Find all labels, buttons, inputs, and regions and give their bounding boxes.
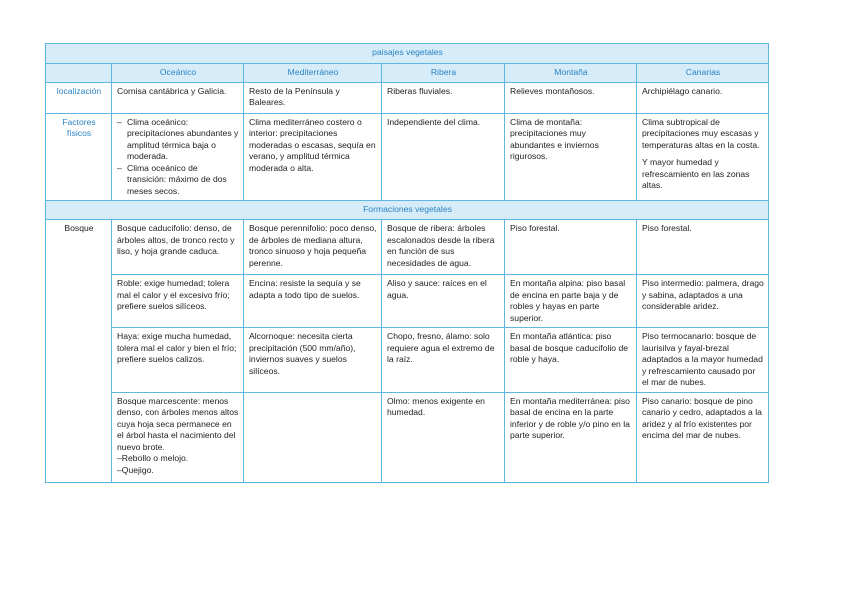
corner-header-cell: [46, 64, 112, 83]
table-row-localizacion: [46, 82, 769, 113]
cell-bosque-montana: Piso forestal.: [505, 220, 637, 275]
factores-oceanico-item: – Clima oceánico: precipitaciones abundantes y amplitud térmica baja o moderada.: [117, 117, 239, 163]
cell-bosque-ribera: Bosque de ribera: árboles escalonados desde la ribera en función de sus necesidades de agua.: [382, 220, 505, 275]
column-header-row: [46, 64, 769, 83]
cell-localizacion-canarias: Archipiélago canario.: [637, 82, 769, 113]
bosque-marcescente-text: Bosque marcescente: menos denso, con árboles menos altos cuya hoja seca permanece en el árbol hasta el nacimiento del nuevo brote.: [117, 395, 239, 452]
cell-bosque-ribera: Chopo, fresno, álamo: solo requiere agua el extremo de la raíz.: [382, 328, 505, 393]
formaciones-title: Formaciones vegetales: [46, 201, 769, 220]
factores-canarias-line: Clima subtropical de precipitaciones muy escasas y temperaturas altas en la costa.: [642, 116, 760, 150]
row-label-localizacion: localización: [46, 82, 112, 113]
table-title: paisajes vegetales: [46, 44, 769, 64]
row-label-bosque: Bosque: [46, 220, 112, 483]
cell-bosque-ribera: Aliso y sauce: raíces en el agua.: [382, 275, 505, 328]
cell-bosque-canarias: Piso canario: bosque de pino canario y cedro, adaptados a la aridez y al frío existentes por encima del mar de nubes.: [637, 392, 769, 482]
cell-bosque-montana: En montaña alpina: piso basal de encina en parte baja y de robles y hayas en parte superior.: [505, 275, 637, 328]
cell-bosque-montana: En montaña atlántica: piso basal de bosque caducifolio de roble y haya.: [505, 328, 637, 393]
cell-localizacion-oceanico: Cornisa cantábrica y Galicia.: [112, 82, 244, 113]
row-label-factores-line1: Factores: [62, 116, 96, 127]
cell-bosque-oceanico: Haya: exige mucha humedad, tolera mal el calor y bien el frío; prefiere suelos calizos.: [112, 328, 244, 393]
cell-bosque-oceanico: [112, 392, 244, 482]
formaciones-header-row: [46, 201, 769, 220]
cell-localizacion-ribera: Riberas fluviales.: [382, 82, 505, 113]
table-title-row: [46, 44, 769, 64]
table-row-factores: [46, 113, 769, 201]
column-header-montana: Montaña: [505, 64, 637, 83]
bosque-marcescente-item: – Rebollo o melojo.: [117, 453, 239, 465]
cell-bosque-montana: En montaña mediterránea: piso basal de encina en la parte inferior y de roble y/o pino en la parte superior.: [505, 392, 637, 482]
column-header-oceanico: Oceánico: [112, 64, 244, 83]
table-row-bosque: [46, 275, 769, 328]
table-row-bosque: [46, 392, 769, 482]
table-row-bosque: [46, 328, 769, 393]
cell-factores-canarias: [637, 113, 769, 201]
cell-factores-montana: Clima de montaña: precipitaciones muy abundantes e inviernos rigurosos.: [505, 113, 637, 201]
column-header-ribera: Ribera: [382, 64, 505, 83]
cell-bosque-mediterraneo: Bosque perennifolio: poco denso, de árboles de mediana altura, tronco sinuoso y hoja pequeña perenne.: [244, 220, 382, 275]
cell-bosque-mediterraneo-empty: [244, 392, 382, 482]
bosque-marcescente-item: – Quejigo.: [117, 465, 239, 477]
cell-bosque-canarias: Piso termocanario: bosque de laurisilva y fayal-brezal adaptados a la mayor humedad y refrescamiento causado por el mar de nubes.: [637, 328, 769, 393]
cell-localizacion-mediterraneo: Resto de la Península y Baleares.: [244, 82, 382, 113]
factores-oceanico-item: – Clima oceánico de transición: máximo de dos meses secos.: [117, 163, 239, 198]
row-label-factores-line2: físicos: [66, 128, 92, 138]
cell-factores-mediterraneo: Clima mediterráneo costero o interior: precipitaciones moderadas o escasas, sequía en verano, y amplitud térmica moderada o alta.: [244, 113, 382, 201]
cell-bosque-ribera: Olmo: menos exigente en humedad.: [382, 392, 505, 482]
row-label-factores: [46, 113, 112, 201]
cell-bosque-mediterraneo: Encina: resiste la sequía y se adapta a todo tipo de suelos.: [244, 275, 382, 328]
column-header-mediterraneo: Mediterráneo: [244, 64, 382, 83]
cell-localizacion-montana: Relieves montañosos.: [505, 82, 637, 113]
cell-bosque-canarias: Piso forestal.: [637, 220, 769, 275]
column-header-canarias: Canarias: [637, 64, 769, 83]
table-row-bosque: [46, 220, 769, 275]
cell-factores-ribera: Independiente del clima.: [382, 113, 505, 201]
cell-factores-oceanico: [112, 113, 244, 201]
cell-bosque-oceanico: Roble: exige humedad; tolera mal el calor y el excesivo frío; prefiere suelos silíceos.: [112, 275, 244, 328]
cell-bosque-mediterraneo: Alcornoque: necesita cierta precipitación (500 mm/año), inviernos suaves y suelos silíceos.: [244, 328, 382, 393]
cell-bosque-canarias: Piso intermedio: palmera, drago y sabina, adaptados a una considerable aridez.: [637, 275, 769, 328]
factores-canarias-line: Y mayor humedad y refrescamiento en las zonas altas.: [642, 157, 750, 190]
vegetation-landscapes-table: [45, 43, 769, 483]
cell-bosque-oceanico: Bosque caducifolio: denso, de árboles altos, de tronco recto y liso, y hoja grande caduca.: [112, 220, 244, 275]
